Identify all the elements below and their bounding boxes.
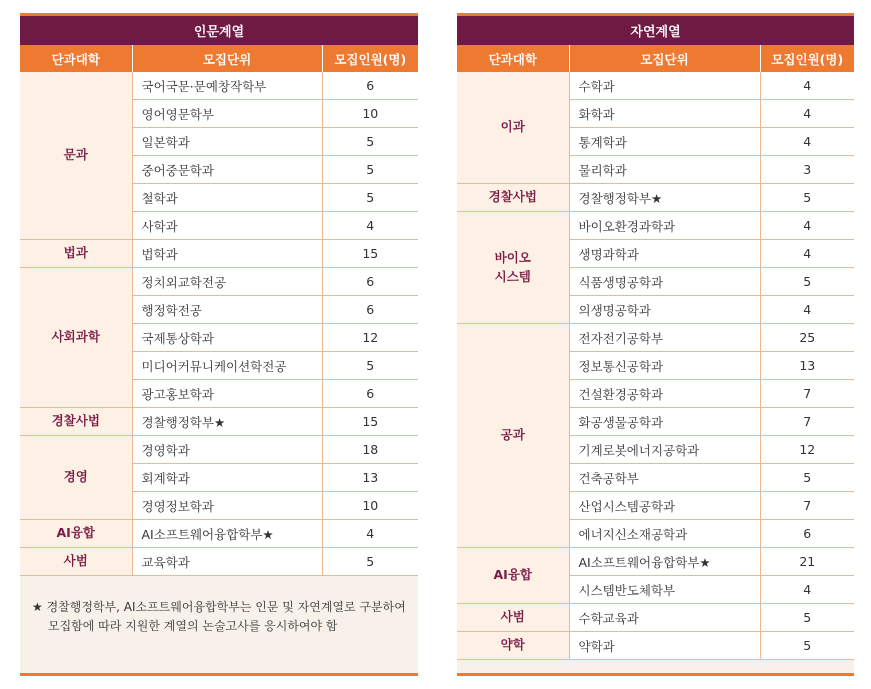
unit-cell: 사학과 <box>132 212 322 240</box>
unit-cell: 법학과 <box>132 240 322 268</box>
unit-cell: 경영학과 <box>132 436 322 464</box>
count-cell: 5 <box>322 128 418 156</box>
count-cell: 4 <box>760 240 854 268</box>
count-cell: 4 <box>760 576 854 604</box>
count-cell: 6 <box>322 380 418 408</box>
unit-cell: 에너지신소재공학과 <box>569 520 760 548</box>
count-cell: 4 <box>760 296 854 324</box>
college-cell: 법과 <box>20 240 132 268</box>
unit-cell: 철학과 <box>132 184 322 212</box>
count-cell: 10 <box>322 492 418 520</box>
count-cell: 7 <box>760 492 854 520</box>
unit-cell: 영어영문학부 <box>132 100 322 128</box>
table-row <box>20 520 418 548</box>
table-row <box>457 548 854 576</box>
count-cell: 15 <box>322 408 418 436</box>
count-cell: 13 <box>760 352 854 380</box>
humanities-table <box>20 16 418 576</box>
col-header-count: 모집인원(명) <box>760 45 854 72</box>
count-cell: 4 <box>760 100 854 128</box>
unit-cell: 건설환경공학과 <box>569 380 760 408</box>
college-cell: 사범 <box>20 548 132 576</box>
table-row <box>20 548 418 576</box>
college-cell: AI융합 <box>20 520 132 548</box>
col-header-college: 단과대학 <box>457 45 569 72</box>
count-cell: 25 <box>760 324 854 352</box>
unit-cell: 물리학과 <box>569 156 760 184</box>
college-cell: AI융합 <box>457 548 569 604</box>
count-cell: 6 <box>322 296 418 324</box>
table-row <box>20 408 418 436</box>
count-cell: 12 <box>322 324 418 352</box>
col-header-unit: 모집단위 <box>569 45 760 72</box>
count-cell: 4 <box>322 520 418 548</box>
natural-table <box>457 16 854 660</box>
count-cell: 5 <box>760 632 854 660</box>
unit-cell: 의생명공학과 <box>569 296 760 324</box>
count-cell: 5 <box>322 156 418 184</box>
unit-cell: 국제통상학과 <box>132 324 322 352</box>
unit-cell: 기계로봇에너지공학과 <box>569 436 760 464</box>
table-row <box>457 324 854 352</box>
humanities-panel <box>20 13 418 676</box>
unit-cell: 교육학과 <box>132 548 322 576</box>
count-cell: 4 <box>760 128 854 156</box>
unit-cell: 전자전기공학부 <box>569 324 760 352</box>
natural-title: 자연계열 <box>457 16 854 45</box>
unit-cell: 바이오환경과학과 <box>569 212 760 240</box>
table-row <box>457 632 854 660</box>
unit-cell: 경영정보학과 <box>132 492 322 520</box>
count-cell: 6 <box>760 520 854 548</box>
table-row <box>457 184 854 212</box>
unit-cell: 경찰행정학부★ <box>569 184 760 212</box>
count-cell: 7 <box>760 380 854 408</box>
count-cell: 21 <box>760 548 854 576</box>
count-cell: 10 <box>322 100 418 128</box>
count-cell: 5 <box>760 184 854 212</box>
college-cell: 이과 <box>457 72 569 184</box>
count-cell: 4 <box>760 72 854 100</box>
college-cell: 공과 <box>457 324 569 548</box>
count-cell: 6 <box>322 268 418 296</box>
unit-cell: 광고홍보학과 <box>132 380 322 408</box>
col-header-college: 단과대학 <box>20 45 132 72</box>
count-cell: 7 <box>760 408 854 436</box>
unit-cell: 시스템반도체학부 <box>569 576 760 604</box>
count-cell: 6 <box>322 72 418 100</box>
humanities-title: 인문계열 <box>20 16 418 45</box>
col-header-unit: 모집단위 <box>132 45 322 72</box>
unit-cell: AI소프트웨어융합학부★ <box>569 548 760 576</box>
unit-cell: 국어국문·문예창작학부 <box>132 72 322 100</box>
count-cell: 3 <box>760 156 854 184</box>
count-cell: 4 <box>760 212 854 240</box>
count-cell: 15 <box>322 240 418 268</box>
unit-cell: 수학교육과 <box>569 604 760 632</box>
unit-cell: 통계학과 <box>569 128 760 156</box>
count-cell: 4 <box>322 212 418 240</box>
unit-cell: AI소프트웨어융합학부★ <box>132 520 322 548</box>
unit-cell: 경찰행정학부★ <box>132 408 322 436</box>
table-row <box>20 268 418 296</box>
table-row <box>457 212 854 240</box>
unit-cell: 회계학과 <box>132 464 322 492</box>
unit-cell: 수학과 <box>569 72 760 100</box>
footnote-line-2: 모집함에 따라 지원한 계열의 논술고사를 응시하여야 함 <box>48 619 338 633</box>
table-row <box>20 436 418 464</box>
unit-cell: 건축공학부 <box>569 464 760 492</box>
count-cell: 5 <box>760 604 854 632</box>
unit-cell: 산업시스템공학과 <box>569 492 760 520</box>
count-cell: 5 <box>322 184 418 212</box>
table-row <box>20 72 418 100</box>
natural-panel <box>457 13 854 676</box>
unit-cell: 약학과 <box>569 632 760 660</box>
count-cell: 5 <box>322 548 418 576</box>
college-cell: 경찰사법 <box>457 184 569 212</box>
unit-cell: 화학과 <box>569 100 760 128</box>
unit-cell: 정보통신공학과 <box>569 352 760 380</box>
college-cell: 사회과학 <box>20 268 132 408</box>
unit-cell: 생명과학과 <box>569 240 760 268</box>
college-cell: 약학 <box>457 632 569 660</box>
college-cell: 경영 <box>20 436 132 520</box>
count-cell: 5 <box>760 268 854 296</box>
count-cell: 13 <box>322 464 418 492</box>
count-cell: 18 <box>322 436 418 464</box>
table-row <box>457 604 854 632</box>
unit-cell: 미디어커뮤니케이션학전공 <box>132 352 322 380</box>
unit-cell: 중어중문학과 <box>132 156 322 184</box>
unit-cell: 화공생물공학과 <box>569 408 760 436</box>
college-cell: 사범 <box>457 604 569 632</box>
unit-cell: 일본학과 <box>132 128 322 156</box>
table-row <box>457 72 854 100</box>
count-cell: 12 <box>760 436 854 464</box>
col-header-count: 모집인원(명) <box>322 45 418 72</box>
college-cell: 문과 <box>20 72 132 240</box>
unit-cell: 행정학전공 <box>132 296 322 324</box>
unit-cell: 정치외교학전공 <box>132 268 322 296</box>
college-cell: 바이오 시스템 <box>457 212 569 324</box>
count-cell: 5 <box>322 352 418 380</box>
footnote-line-1: ★ 경찰행정학부, AI소프트웨어융합학부는 인문 및 자연계열로 구분하여 <box>32 600 406 614</box>
college-cell: 경찰사법 <box>20 408 132 436</box>
table-row <box>20 240 418 268</box>
unit-cell: 식품생명공학과 <box>569 268 760 296</box>
count-cell: 5 <box>760 464 854 492</box>
humanities-footnote <box>20 576 418 636</box>
